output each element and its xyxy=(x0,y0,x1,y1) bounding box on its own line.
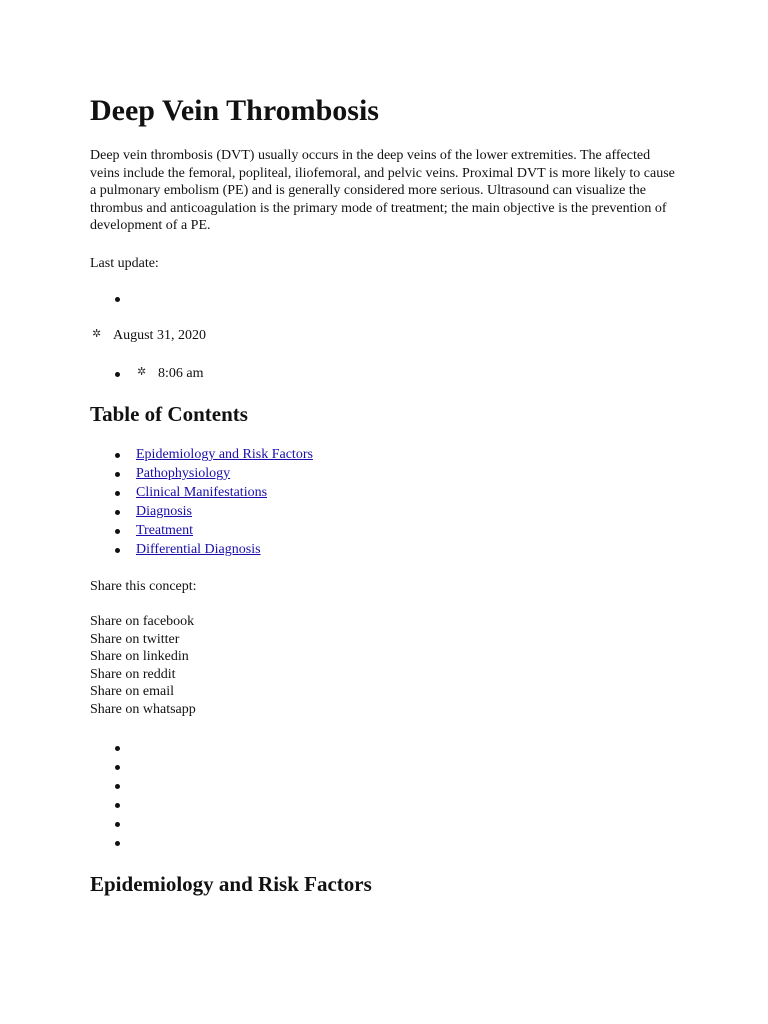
list-bullet xyxy=(115,803,120,808)
list-bullet xyxy=(115,784,120,789)
list-bullet xyxy=(115,510,120,515)
toc-title: Table of Contents xyxy=(90,402,248,426)
last-update-label: Last update: xyxy=(90,256,159,271)
list-bullet xyxy=(115,529,120,534)
share-reddit[interactable]: Share on reddit xyxy=(90,666,176,682)
list-bullet xyxy=(115,453,120,458)
list-bullet xyxy=(115,472,120,477)
meta-bullet xyxy=(115,372,120,377)
list-bullet xyxy=(115,491,120,496)
list-bullet xyxy=(115,746,120,751)
calendar-icon: ✲ xyxy=(92,328,102,340)
intro-paragraph: Deep vein thrombosis (DVT) usually occurs in the deep veins of the lower extremities. The affected veins include the femoral, popliteal, iliofemoral, and pelvic veins. Proximal DVT is more likely to cause a pulmonary embolism (PE) and is generally considered more serious. Ultrasound can visualize the thrombus and anticoagulation is the primary mode of treatment; the main objective is the prevention of development of a PE. xyxy=(90,148,675,233)
share-links xyxy=(90,613,196,719)
toc-link-diagnosis[interactable]: Diagnosis xyxy=(136,504,192,519)
toc-link-clinical-manifestations[interactable]: Clinical Manifestations xyxy=(136,485,268,500)
clock-icon: ✲ xyxy=(137,366,147,378)
share-label: Share this concept: xyxy=(90,579,197,594)
share-twitter[interactable]: Share on twitter xyxy=(90,631,180,647)
update-date: August 31, 2020 xyxy=(113,328,206,343)
section-heading: Epidemiology and Risk Factors xyxy=(90,872,372,896)
toc-link-epidemiology[interactable]: Epidemiology and Risk Factors xyxy=(136,447,313,462)
toc-link-treatment[interactable]: Treatment xyxy=(136,523,194,538)
toc-link-differential-diagnosis[interactable]: Differential Diagnosis xyxy=(136,542,261,557)
list-bullet xyxy=(115,822,120,827)
share-whatsapp[interactable]: Share on whatsapp xyxy=(90,701,196,717)
list-bullet xyxy=(115,765,120,770)
list-bullet xyxy=(115,548,120,553)
page-title: Deep Vein Thrombosis xyxy=(90,94,379,127)
share-email[interactable]: Share on email xyxy=(90,684,174,700)
update-time: 8:06 am xyxy=(158,366,204,381)
meta-bullet xyxy=(115,297,120,302)
share-linkedin[interactable]: Share on linkedin xyxy=(90,649,189,665)
toc-link-pathophysiology[interactable]: Pathophysiology xyxy=(136,466,231,481)
share-facebook[interactable]: Share on facebook xyxy=(90,614,195,629)
list-bullet xyxy=(115,841,120,846)
